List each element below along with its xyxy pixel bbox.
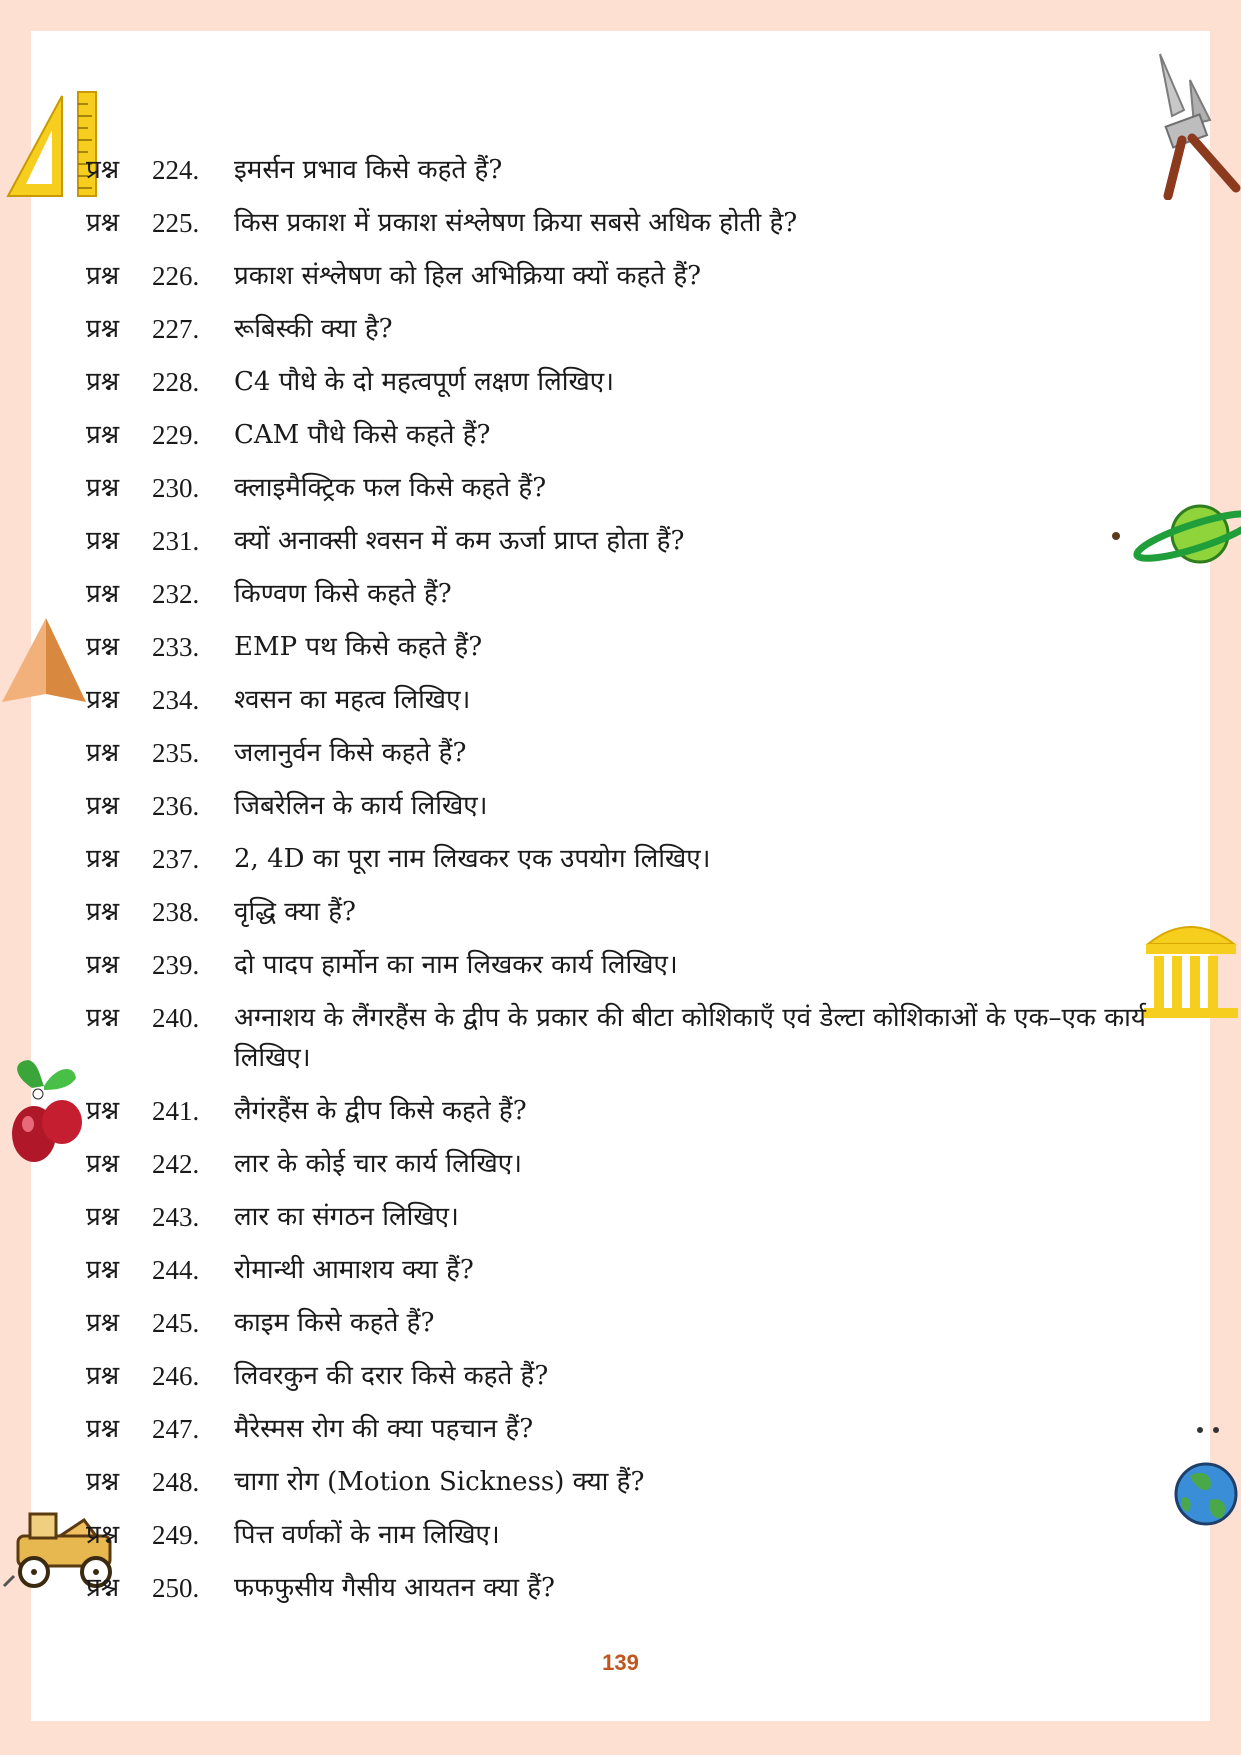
question-prefix: प्रश्न [86, 1003, 120, 1033]
question-number: 245. [152, 1308, 200, 1338]
question-prefix: प्रश्न [86, 1202, 120, 1232]
question-text: CAM पौधे किसे कहते हैं? [234, 420, 491, 450]
question-text: लार का संगठन लिखिए। [234, 1202, 459, 1232]
question-text: 2, 4D का पूरा नाम लिखकर एक उपयोग लिखिए। [234, 844, 711, 874]
question-number: 250. [152, 1573, 200, 1603]
question-text: लिवरकुन की दरार किसे कहते हैं? [234, 1361, 549, 1391]
question-number: 236. [152, 791, 200, 821]
question-prefix: प्रश्न [86, 579, 120, 609]
question-prefix: प्रश्न [86, 1573, 120, 1603]
question-prefix: प्रश्न [86, 1361, 120, 1391]
question-number: 227. [152, 314, 200, 344]
question-text: रूबिस्की क्या है? [234, 314, 393, 344]
question-item [86, 839, 1146, 879]
question-number: 247. [152, 1414, 200, 1444]
question-item [86, 786, 1146, 826]
page-number: 139 [602, 1650, 639, 1675]
radish-vegetable-icon [4, 1058, 88, 1166]
question-prefix: प्रश्न [86, 367, 120, 397]
question-number: 244. [152, 1255, 200, 1285]
question-number: 232. [152, 579, 200, 609]
question-prefix: प्रश्न [86, 155, 120, 185]
question-item [86, 1409, 1146, 1449]
question-item [86, 256, 1146, 296]
question-number: 229. [152, 420, 200, 450]
question-prefix: प्रश्न [86, 791, 120, 821]
question-number: 234. [152, 685, 200, 715]
question-prefix: प्रश्न [86, 632, 120, 662]
question-text: मैरेस्मस रोग की क्या पहचान हैं? [234, 1414, 534, 1444]
question-item [86, 309, 1146, 349]
question-number: 237. [152, 844, 200, 874]
question-item [86, 1144, 1146, 1184]
question-number: 243. [152, 1202, 200, 1232]
question-text: अग्नाशय के लैंगरहैंस के द्वीप के प्रकार की बीटा कोशिकाएँ एवं डेल्टा कोशिकाओं के एक–एक कार्य लिखिए। [234, 1003, 1146, 1073]
question-prefix: प्रश्न [86, 208, 120, 238]
question-list [86, 150, 1146, 1621]
question-item [86, 1462, 1146, 1502]
pruning-shears-icon [1150, 50, 1241, 200]
question-text: किण्वण किसे कहते हैं? [234, 579, 452, 609]
question-item [86, 415, 1146, 455]
question-number: 242. [152, 1149, 200, 1179]
question-item [86, 1568, 1146, 1608]
question-text: EMP पथ किसे कहते हैं? [234, 632, 483, 662]
question-item [86, 945, 1146, 985]
question-number: 233. [152, 632, 200, 662]
question-prefix: प्रश्न [86, 1520, 120, 1550]
pyramid-icon [0, 614, 88, 704]
question-prefix: प्रश्न [86, 1308, 120, 1338]
question-prefix: प्रश्न [86, 1414, 120, 1444]
question-item [86, 1515, 1146, 1555]
question-prefix: प्रश्न [86, 420, 120, 450]
question-number: 246. [152, 1361, 200, 1391]
question-item [86, 998, 1146, 1078]
question-number: 231. [152, 526, 200, 556]
question-text: प्रकाश संश्लेषण को हिल अभिक्रिया क्यों कहते हैं? [234, 261, 702, 291]
question-item [86, 892, 1146, 932]
question-text: क्यों अनाक्सी श्वसन में कम ऊर्जा प्राप्त होता हैं? [234, 526, 685, 556]
question-item [86, 574, 1146, 614]
question-prefix: प्रश्न [86, 1149, 120, 1179]
question-item [86, 362, 1146, 402]
question-text: क्लाइमैक्ट्रिक फल किसे कहते हैं? [234, 473, 547, 503]
question-prefix: प्रश्न [86, 261, 120, 291]
question-prefix: प्रश्न [86, 314, 120, 344]
question-number: 235. [152, 738, 200, 768]
question-item [86, 1250, 1146, 1290]
question-number: 230. [152, 473, 200, 503]
question-text: काइम किसे कहते हैं? [234, 1308, 435, 1338]
question-item [86, 521, 1146, 561]
question-item [86, 468, 1146, 508]
question-prefix: प्रश्न [86, 844, 120, 874]
question-number: 226. [152, 261, 200, 291]
question-prefix: प्रश्न [86, 950, 120, 980]
question-prefix: प्रश्न [86, 1255, 120, 1285]
question-item [86, 1091, 1146, 1131]
question-number: 238. [152, 897, 200, 927]
question-text: जलानुर्वन किसे कहते हैं? [234, 738, 467, 768]
question-prefix: प्रश्न [86, 897, 120, 927]
question-text: जिबरेलिन के कार्य लिखिए। [234, 791, 488, 821]
question-text: इमर्सन प्रभाव किसे कहते हैं? [234, 155, 503, 185]
question-text: श्वसन का महत्व लिखिए। [234, 685, 471, 715]
question-prefix: प्रश्न [86, 685, 120, 715]
question-item [86, 627, 1146, 667]
question-text: किस प्रकाश में प्रकाश संश्लेषण क्रिया सबसे अधिक होती है? [234, 208, 798, 238]
question-item [86, 203, 1146, 243]
question-text: C4 पौधे के दो महत्वपूर्ण लक्षण लिखिए। [234, 367, 614, 397]
question-number: 240. [152, 1003, 200, 1033]
question-prefix: प्रश्न [86, 738, 120, 768]
question-item [86, 680, 1146, 720]
question-text: लार के कोई चार कार्य लिखिए। [234, 1149, 523, 1179]
question-number: 248. [152, 1467, 200, 1497]
question-prefix: प्रश्न [86, 526, 120, 556]
temple-pillars-icon [1140, 910, 1241, 1022]
question-prefix: प्रश्न [86, 1467, 120, 1497]
question-prefix: प्रश्न [86, 473, 120, 503]
question-item [86, 1356, 1146, 1396]
question-text: फफफुसीय गैसीय आयतन क्या हैं? [234, 1573, 555, 1603]
question-number: 228. [152, 367, 200, 397]
question-item [86, 1197, 1146, 1237]
question-text: चागा रोग (Motion Sickness) क्या हैं? [234, 1467, 645, 1497]
question-prefix: प्रश्न [86, 1096, 120, 1126]
question-number: 249. [152, 1520, 200, 1550]
question-item [86, 150, 1146, 190]
earth-globe-icon [1168, 1424, 1241, 1528]
question-number: 241. [152, 1096, 200, 1126]
question-text: दो पादप हार्मोन का नाम लिखकर कार्य लिखिए। [234, 950, 678, 980]
question-text: लैगंरहैंस के द्वीप किसे कहते हैं? [234, 1096, 527, 1126]
question-number: 224. [152, 155, 200, 185]
question-number: 239. [152, 950, 200, 980]
question-number: 225. [152, 208, 200, 238]
question-text: रोमान्थी आमाशय क्या हैं? [234, 1255, 474, 1285]
question-item [86, 1303, 1146, 1343]
question-text: पित्त वर्णकों के नाम लिखिए। [234, 1520, 500, 1550]
question-item [86, 733, 1146, 773]
question-text: वृद्धि क्या हैं? [234, 897, 356, 927]
